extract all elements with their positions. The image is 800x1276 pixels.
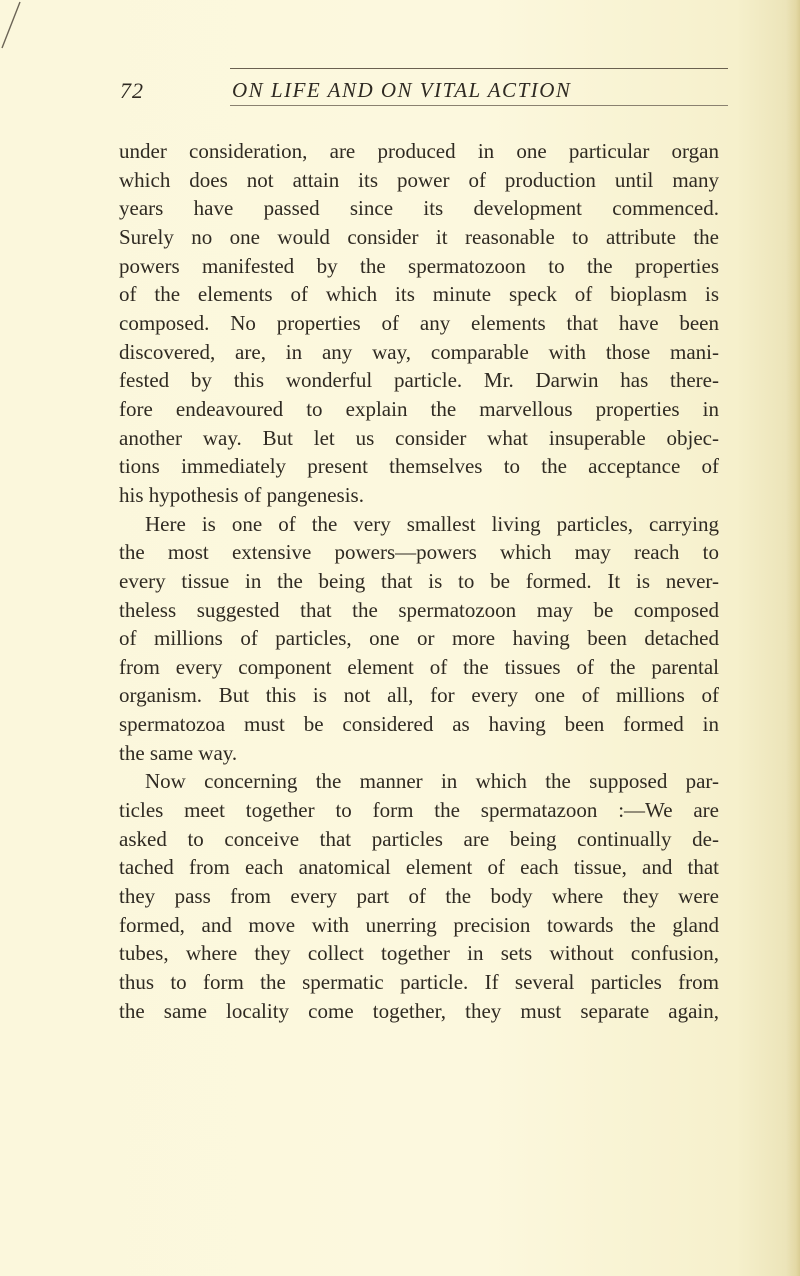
text-line: tubes, where they collect together in sets without confusion,: [119, 941, 719, 966]
text-line: Now concerning the manner in which the supposed par-: [145, 769, 719, 794]
text-line: thus to form the spermatic particle. If several particles from: [119, 970, 719, 995]
text-line: powers manifested by the spermatozoon to the properties: [119, 253, 719, 278]
running-header: [110, 78, 730, 108]
text-line: under consideration, are produced in one particular organ: [119, 139, 719, 163]
text-line: every tissue in the being that is to be formed. It is never-: [119, 568, 719, 593]
text-line: the same way.: [119, 740, 238, 765]
text-line: tions immediately present themselves to the acceptance of: [119, 454, 719, 479]
text-line: years have passed since its development commenced.: [119, 196, 719, 221]
text-line: of millions of particles, one or more having been detached: [119, 626, 719, 651]
text-line: formed, and move with unerring precision towards the gland: [119, 912, 719, 937]
text-line: of the elements of which its minute speck of bioplasm is: [119, 282, 719, 307]
text-line: spermatozoa must be considered as having been formed in: [119, 712, 719, 737]
text-line: Surely no one would consider it reasonable to attribute the: [119, 224, 719, 249]
body-text: [119, 137, 719, 1025]
text-line: fested by this wonderful particle. Mr. Darwin has there-: [119, 368, 719, 393]
text-line: another way. But let us consider what insuperable objec-: [119, 425, 719, 450]
text-line: theless suggested that the spermatozoon may be composed: [119, 597, 719, 622]
text-line: composed. No properties of any elements that have been: [119, 310, 719, 335]
text-line: asked to conceive that particles are being continually de-: [119, 826, 719, 851]
header-rule-top: [230, 68, 728, 69]
text-line: from every component element of the tissues of the parental: [119, 654, 719, 679]
page-number: 72: [120, 78, 144, 103]
text-line: ticles meet together to form the spermatazoon :—We are: [119, 798, 719, 823]
text-line: which does not attain its power of production until many: [119, 167, 719, 192]
running-title: ON LIFE AND ON VITAL ACTION: [232, 78, 572, 102]
text-line: the most extensive powers—powers which may reach to: [119, 540, 719, 565]
page-edge-shadow: [786, 0, 800, 1276]
text-line: discovered, are, in any way, comparable with those mani-: [119, 339, 719, 364]
text-line: fore endeavoured to explain the marvellous properties in: [119, 396, 719, 421]
corner-pencil-mark: [0, 0, 30, 50]
text-line: organism. But this is not all, for every one of millions of: [119, 683, 719, 708]
text-line: Here is one of the very smallest living particles, carrying: [145, 511, 719, 536]
text-line: the same locality come together, they must separate again,: [119, 998, 719, 1023]
text-line: tached from each anatomical element of each tissue, and that: [119, 855, 719, 880]
text-line: they pass from every part of the body where they were: [119, 884, 719, 909]
text-line: his hypothesis of pangenesis.: [119, 482, 364, 507]
header-rule-bottom: [230, 105, 728, 106]
